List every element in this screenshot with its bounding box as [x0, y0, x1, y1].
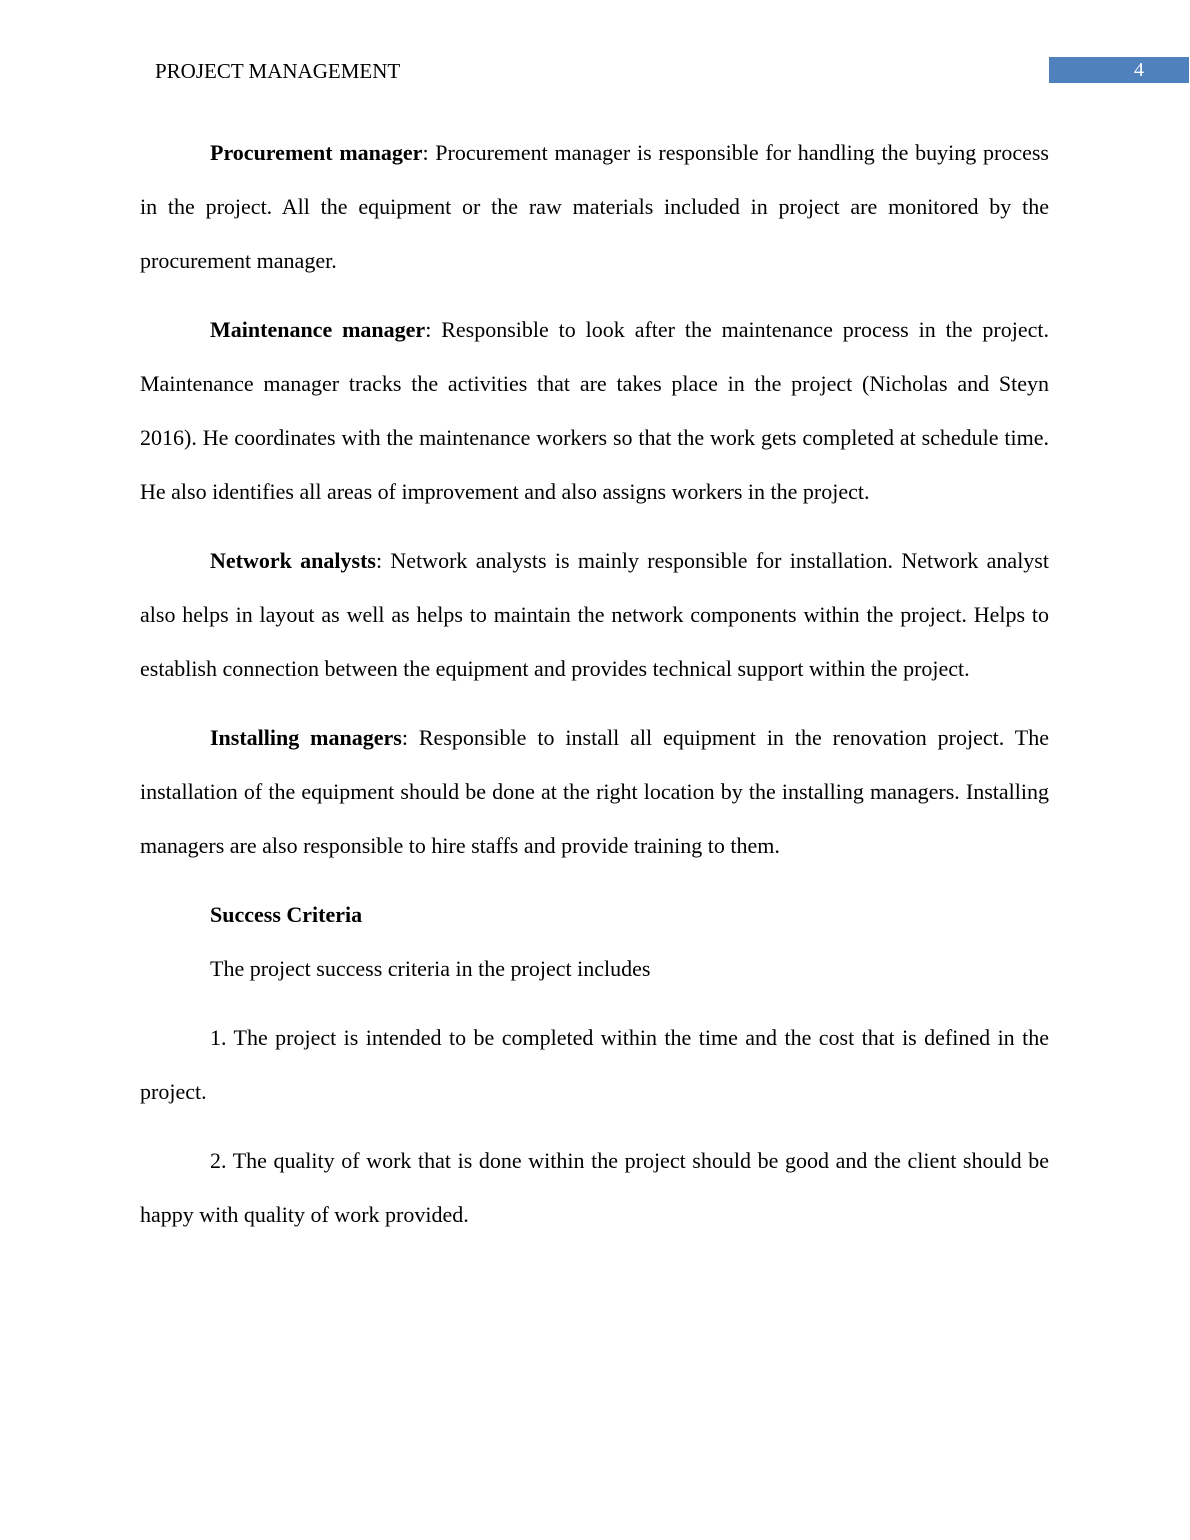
page-number: 4 [1049, 57, 1189, 83]
paragraph-procurement-manager: Procurement manager: Procurement manager is responsible for handling the buying process in the project. All the equipment or the raw materials included in project are monitored by the procurement manager. [140, 140, 1049, 273]
document-body [140, 126, 1049, 1257]
term: Procurement manager [210, 140, 423, 165]
term: Installing managers [210, 725, 402, 750]
section-heading: Success Criteria [210, 902, 363, 927]
paragraph-network-analysts: Network analysts: Network analysts is mainly responsible for installation. Network analyst also helps in layout as well as helps to maintain the network components within the project. Helps to establish connection between the equipment and provides technical support within the project. [140, 548, 1049, 681]
running-header: PROJECT MANAGEMENT [155, 59, 401, 83]
paragraph-installing-managers: Installing managers: Responsible to install all equipment in the renovation project. The installation of the equipment should be done at the right location by the installing managers. Installing managers are also responsible to hire staffs and provide training to them. [140, 725, 1049, 858]
term: Maintenance manager [210, 317, 426, 342]
term: Network analysts [210, 548, 376, 573]
success-intro: The project success criteria in the project includes [210, 956, 651, 981]
success-item-2: 2. The quality of work that is done within the project should be good and the client should be happy with quality of work provided. [140, 1148, 1049, 1227]
paragraph-maintenance-manager: Maintenance manager: Responsible to look after the maintenance process in the project. Maintenance manager tracks the activities that are takes place in the project (Nicholas and Steyn 2016). He coordinates with the maintenance workers so that the work gets completed at schedule time. He also identifies all areas of improvement and also assigns workers in the project. [140, 317, 1049, 504]
success-item-1: 1. The project is intended to be completed within the time and the cost that is defined in the project. [140, 1025, 1049, 1104]
